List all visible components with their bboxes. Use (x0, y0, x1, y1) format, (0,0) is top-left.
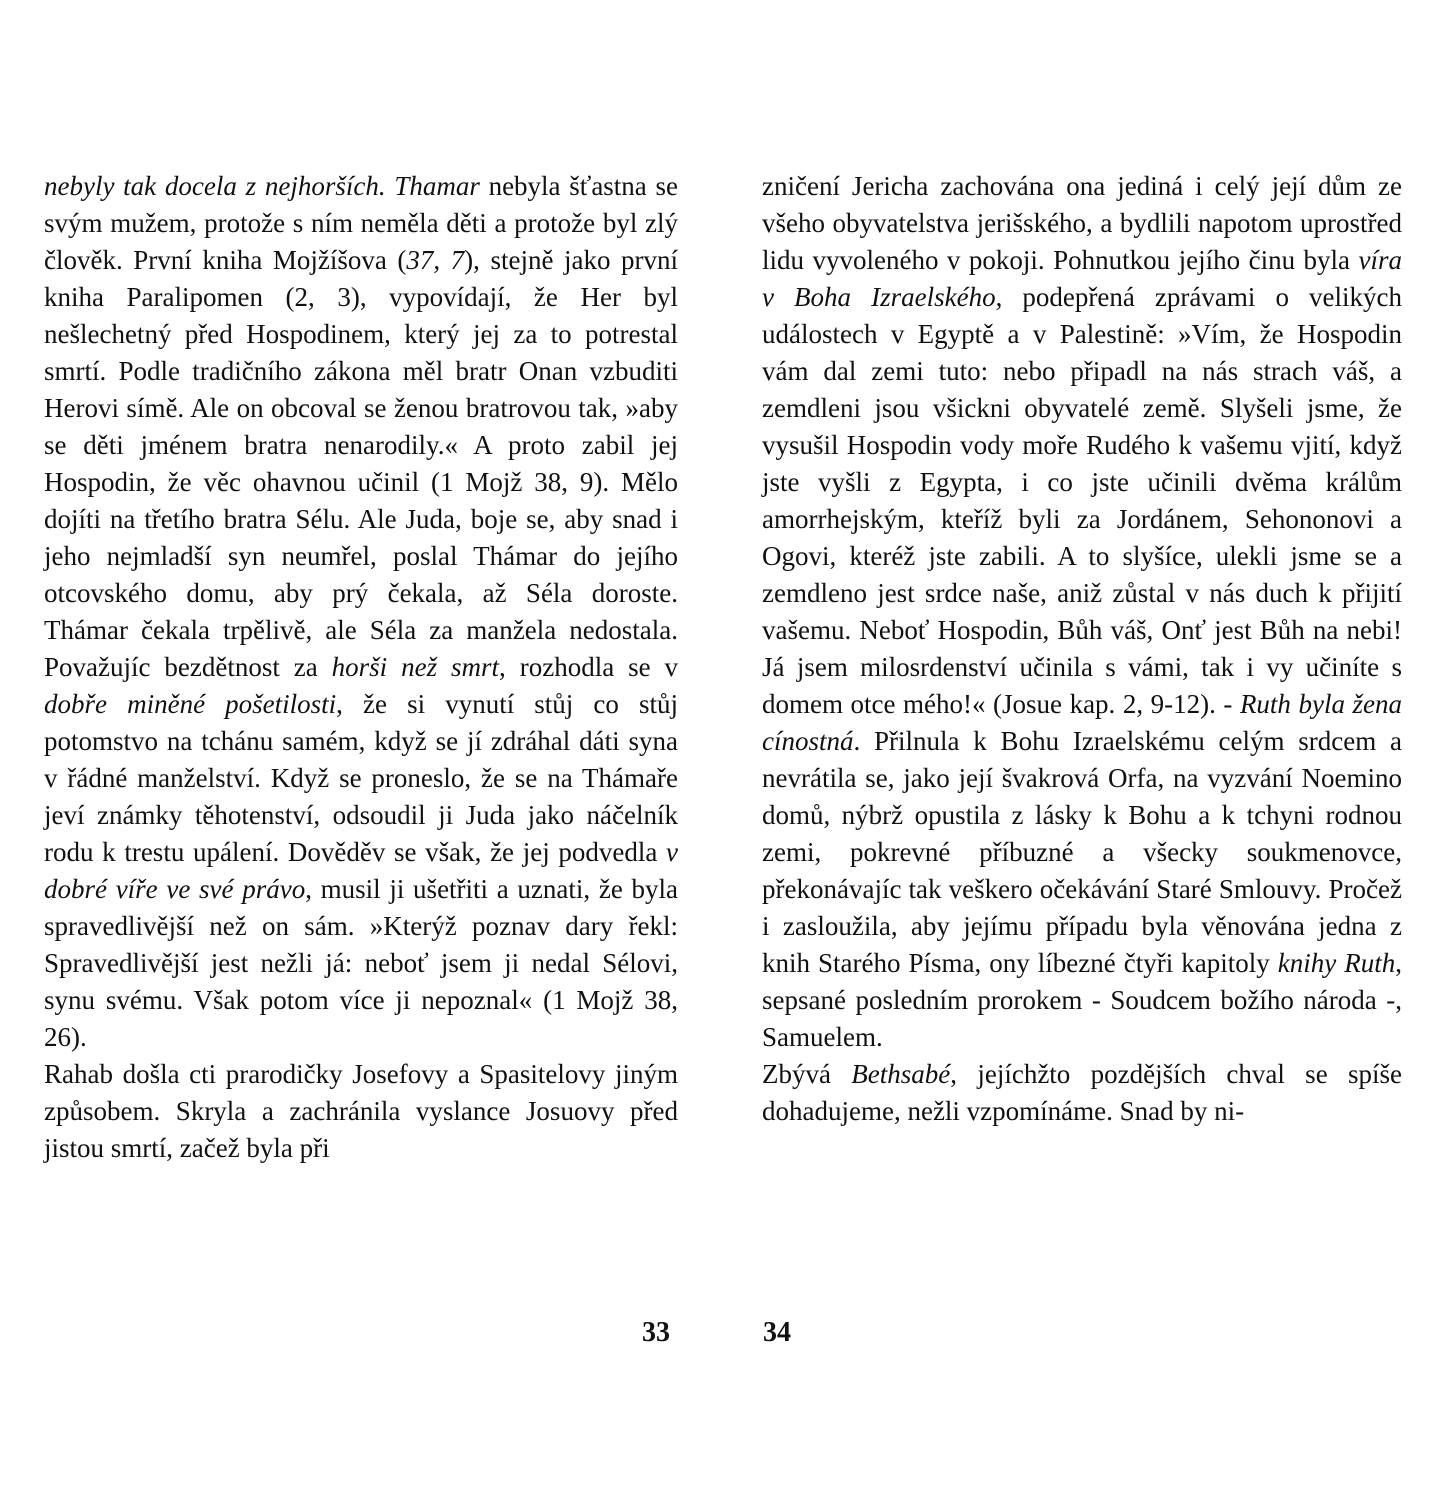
italic-text-run: Thamar (394, 171, 480, 201)
text-run: , jejíchžto pozdějších chval se spíše dohadujeme, nežli vzpomínáme. Snad by ni- (762, 1059, 1402, 1126)
text-run: Rahab došla cti prarodičky Josefovy a Spasitelovy jiným způsobem. Skryla a zachránila vyslance Josuovy před jistou smrtí, začež byla při (44, 1059, 678, 1163)
italic-text-run: knihy Ruth (1277, 948, 1396, 978)
left-page-number: 33 (642, 1317, 670, 1348)
italic-text-run: Ruth byla žena cínostná (762, 689, 1402, 756)
text-run: . Přilnula k Bohu Izraelskému celým srdcem a nevrátila se, jako její švakrová Orfa, na vyzvání Noemino domů, nýbrž opustila z lásky k Bohu a k tchyni rodnou zemi, pokrevné příbuzné a všecky soukmenovce, překonávajíc tak veškero očekávání Staré Smlouvy. Pročež i zasloužila, aby jejímu případu byla věnována jedna z knih Starého Písma, ony líbezné čtyři kapitoly (762, 726, 1402, 978)
paragraph (44, 1056, 678, 1167)
paragraph (762, 168, 1402, 1056)
text-run: , rozhodla se v (499, 652, 679, 682)
text-run: ), stejně jako první kniha Paralipomen (2, 3), vypovídají, že Her byl nešlechetný před Hospodinem, který jej za to potrestal smrtí. Podle tradičního zákona měl bratr Onan vzbuditi Herovi símě. Ale on obcoval se ženou bratrovou tak, »aby se děti jménem bratra nenarodily.« A proto zabil jej Hospodin, že věc ohavnou učinil (1 Mojž 38, 9). Mělo dojíti na třetího bratra Sélu. Ale Juda, boje se, aby snad i jeho nejmladší syn neumřel, poslal Thámar do jejího otcovského domu, aby prý čekala, až Séla doroste. Thámar čekala trpělivě, ale Séla za manžela nedostala. Považujíc bezdětnost za (44, 245, 678, 682)
text-run: nebyla šťastna se svým mužem, protože s ním neměla děti a protože byl zlý člověk. První kniha Mojžíšova ( (44, 171, 679, 275)
text-run: , že si vynutí stůj co stůj potomstvo na tchánu samém, když se jí zdráhal dáti syna v řádné manželství. Když se proneslo, že se na Thámaře jeví známky těhotenství, odsoudil ji Juda jako náčelník rodu k trestu upálení. Dověděv se však, že jej podvedla (44, 689, 679, 867)
text-run: , podepřená zprávami o velikých událostech v Egyptě a v Palestině: »Vím, že Hospodin vám dal zemi tuto: nebo připadl na nás strach váš, a zemdleni jsou všickni obyvatelé země. Slyšeli jsme, že vysušil Hospodin vody moře Rudého k vašemu vjití, když jste vyšli z Egypta, i co jste učinili dvěma králům amorrhejským, kteříž byli za Jordánem, Sehononovi a Ogovi, kteréž jste zabili. A to slyšíce, ulekli jsme se a zemdleno jest srdce naše, aniž zůstal v nás duch k přijití vašemu. Neboť Hospodin, Bůh váš, Onť jest Bůh na nebi! Já jsem milosrdenství učinila s vámi, tak i vy učiníte s domem otce mého!« (Josue kap. 2, 9-12). - (762, 282, 1402, 719)
text-run: , musil ji ušetřiti a uznati, že byla spravedlivější než on sám. »Kterýž poznav dary řekl: Spravedlivější jest nežli já: neboť jsem ji nedal Sélovi, synu svému. Však potom více ji nepoznal« (1 Mojž 38, 26). (44, 874, 678, 1052)
italic-text-run: víra v Boha Izraelského (762, 245, 1402, 312)
text-run: zničení Jericha zachována ona jediná i celý její dům ze všeho obyvatelstva jerišského, a bydlili napotom uprostřed lidu vyvoleného v pokoji. Pohnutkou jejího činu byla (762, 171, 1402, 275)
right-page-number: 34 (763, 1317, 791, 1348)
italic-text-run: dobře miněné pošetilosti (44, 689, 337, 719)
right-page-text (762, 168, 1402, 1130)
text-run: , sepsané posledním prorokem - Soudcem božího národa -, Samuelem. (762, 948, 1402, 1052)
italic-text-run: v dobré víře ve své právo (44, 837, 678, 904)
italic-text-run: nebyly tak docela z nejhorších. (44, 171, 386, 201)
paragraph (44, 168, 678, 1056)
italic-text-run: horši než smrt (331, 652, 500, 682)
text-run (386, 171, 395, 201)
paragraph (762, 1056, 1402, 1130)
italic-text-run: Bethsabé (851, 1059, 951, 1089)
italic-text-run: 37, 7 (406, 245, 465, 275)
text-run: Zbývá (762, 1059, 852, 1089)
left-page-text (44, 168, 678, 1167)
